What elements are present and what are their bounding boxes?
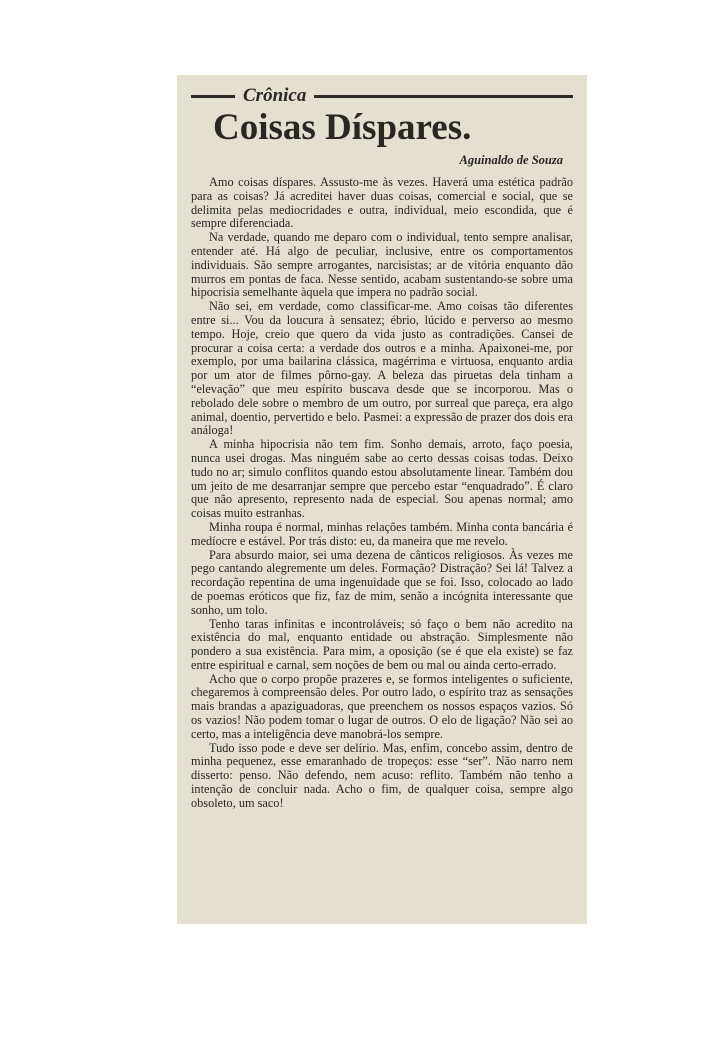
article-paragraph: Amo coisas díspares. Assusto-me às vezes. Haverá uma estética padrão para as coisas? Já acreditei haver duas coisas, comercial e social, que se delimita pelas mediocridades e outra, individual, meio escondida, que é sempre diferenciada.: [191, 175, 573, 231]
section-label: Crônica: [243, 85, 307, 106]
article-paragraph: Tenho taras infinitas e incontroláveis; só faço o bem não acredito na existência do mal, enquanto entidade ou abstração. Simplesmente não pondero a sua existência. Para mim, a oposição (se é que ela existe) se faz entre espiritual e carnal, sem noções de bem ou mal ou ainda certo-errado.: [191, 616, 573, 672]
article-paragraph: Acho que o corpo propõe prazeres e, se formos inteligentes o suficiente, chegaremos à compreensão deles. Por outro lado, o espírito traz as sensações mais brandas a apaziguadoras, que preenchem os nossos espaços vazios. Só os vazios! Não podem tomar o lugar de outros. O elo de ligação? Não sei ao certo, mas a inteligência deve manobrá-los sempre.: [191, 671, 573, 741]
article-paragraph: Minha roupa é normal, minhas relações também. Minha conta bancária é medíocre e estável. Por trás disto: eu, da maneira que me revelo.: [191, 519, 573, 548]
article-paragraph: Para absurdo maior, sei uma dezena de cânticos religiosos. Às vezes me pego cantando alegremente um deles. Formação? Distração? Sei lá! Talvez a recordação repentina de uma ingenuidade que se foi. Isso, colocado ao lado de poemas eróticos que fiz, faz de mim, senão a incógnita interessante que sonho, um tolo.: [191, 547, 573, 617]
article-author: Aguinaldo de Souza: [459, 153, 563, 167]
article-paragraph: Não sei, em verdade, como classificar-me. Amo coisas tão diferentes entre si... Vou da loucura à sensatez; ébrio, lúcido e perverso ao mesmo tempo. Hoje, creio que quero da vida justo as contradições. Cansei de procurar a coisa certa: a verdade dos outros e a minha. Apaixonei-me, por exemplo, por uma bailarina clássica, magérrima e virtuosa, enquanto ardia por um ator de filmes pôrno-gay. A beleza das piruetas dela tinham a “elevação” que meu espírito buscava desde que se incorporou. Mas o rebolado dele sobre o membro de um outro, por surreal que pareça, era algo animal, doentio, pervertido e belo. Pasmei: a expressão de prazer dos dois era análoga!: [191, 299, 573, 438]
article-paragraph: Na verdade, quando me deparo com o individual, tento sempre analisar, entender até. Há algo de peculiar, inclusive, entre os comportamentos individuais. São sempre arrogantes, narcisistas; ar de vitória enquanto dão murros em pontas de faca. Nesse sentido, acabam sustentando-se sobre uma hipocrisia semelhante àquela que impera no padrão social.: [191, 230, 573, 300]
section-rule-right: [314, 95, 573, 98]
newspaper-clipping: [177, 75, 587, 924]
section-header: [191, 85, 573, 107]
section-rule-left: [191, 95, 235, 98]
article-body: [191, 176, 573, 811]
article-title: Coisas Díspares.: [213, 107, 472, 148]
article-paragraph: A minha hipocrisia não tem fim. Sonho demais, arroto, faço poesia, nunca usei drogas. Mas ninguém sabe ao certo dessas coisas todas. Deixo tudo no ar; simulo conflitos quando estou absolutamente linear. Também dou um jeito de me desarranjar sempre que percebo estar “enquadrado”. É claro que não apresento, represento nada de especial. Sou apenas normal; amo coisas muito estranhas.: [191, 437, 573, 521]
article-paragraph: Tudo isso pode e deve ser delírio. Mas, enfim, concebo assim, dentro de minha pequenez, esse emaranhado de tropeços: esse “ser”. Não narro nem disserto: penso. Não defendo, nem acuso: reflito. Também não tenho a intenção de concluir nada. Acho o fim, de qualquer coisa, sempre algo obsoleto, um saco!: [191, 740, 573, 810]
